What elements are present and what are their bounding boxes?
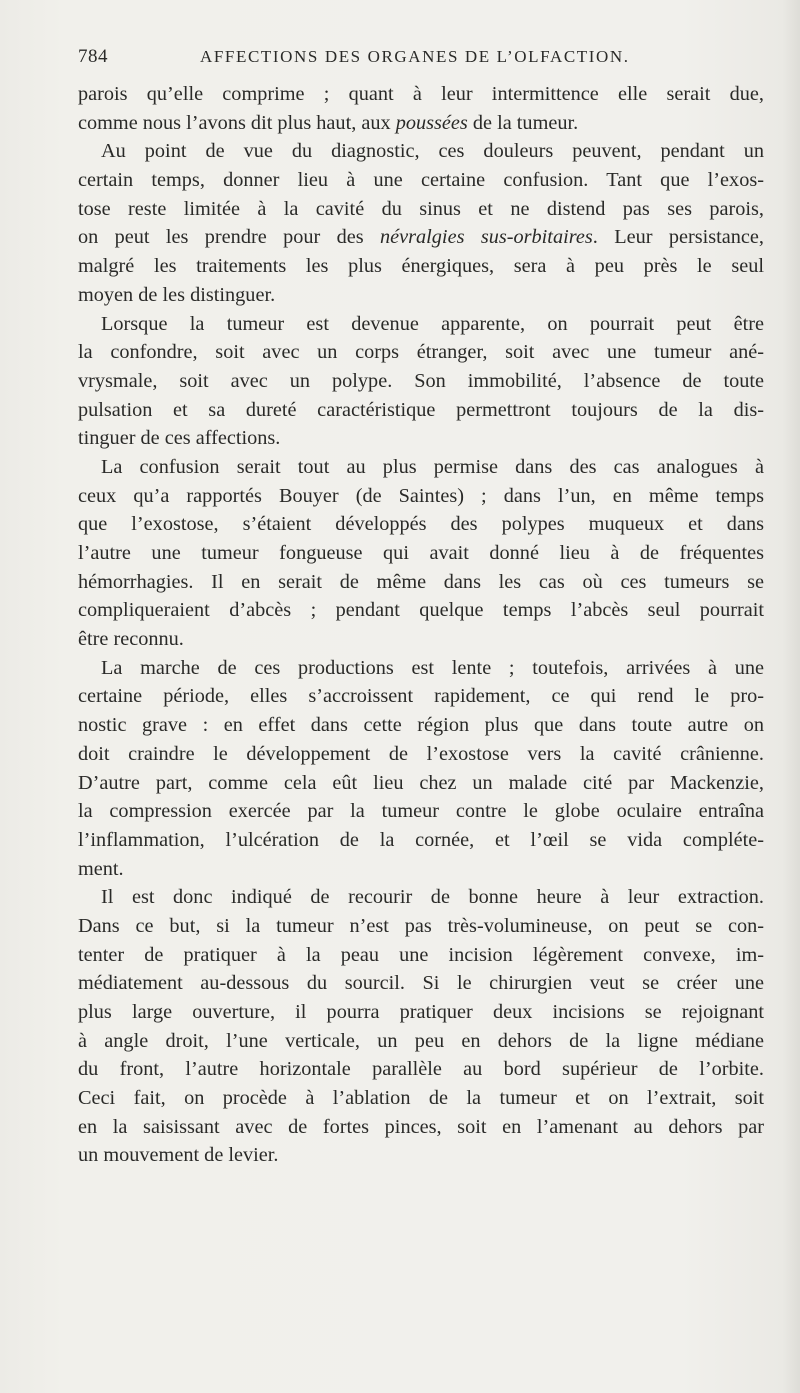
text-line: en la saisissant avec de fortes pinces, soit en l’amenant au dehors par [78, 1115, 764, 1138]
text-line: l’autre une tumeur fongueuse qui avait donné lieu à de fréquentes [78, 542, 764, 564]
text-line: ceux qu’a rapportés Bouyer (de Saintes) ; dans l’un, en même temps [78, 484, 764, 507]
text-line: être reconnu. [78, 628, 184, 651]
text-line: hémorrhagies. Il en serait de même dans les cas où ces tumeurs se [78, 570, 764, 593]
text-span: on peut les prendre pour des [78, 226, 380, 249]
text-span: de la tumeur. [467, 111, 579, 134]
text-line: à angle droit, l’une verticale, un peu en dehors de la ligne médiane [78, 1029, 764, 1052]
text-line: D’autre part, comme cela eût lieu chez un malade cité par Mackenzie, [78, 771, 764, 794]
text-line [78, 109, 764, 138]
page-edge-shadow [782, 0, 800, 1393]
text-line: malgré les traitements les plus énergiques, sera à peu près le seul [78, 255, 764, 278]
text-line [78, 223, 764, 252]
text-line: Au point de vue du diagnostic, ces douleurs peuvent, pendant un [101, 140, 764, 163]
text-line: tinguer de ces affections. [78, 427, 281, 450]
text-line: La marche de ces productions est lente ; toutefois, arrivées à une [101, 656, 764, 679]
body-text [78, 80, 764, 1170]
text-line: la compression exercée par la tumeur contre le globe oculaire entraîna [78, 800, 764, 823]
text-line: tose reste limitée à la cavité du sinus et ne distend pas ses parois, [78, 197, 764, 220]
text-line: Il est donc indiqué de recourir de bonne heure à leur extraction. [101, 886, 764, 909]
text-line: certain temps, donner lieu à une certaine confusion. Tant que l’exos- [78, 169, 764, 192]
text-line: vrysmale, soit avec un polype. Son immobilité, l’absence de toute [78, 369, 764, 392]
text-line: moyen de les distinguer. [78, 283, 276, 306]
text-line: la confondre, soit avec un corps étranger, soit avec une tumeur ané- [78, 341, 764, 364]
text-line: un mouvement de levier. [78, 1144, 279, 1167]
running-title: AFFECTIONS DES ORGANES DE L’OLFACTION. [200, 47, 630, 66]
text-line: l’inflammation, l’ulcération de la cornée, et l’œil se vida compléte- [78, 828, 764, 851]
text-line: plus large ouverture, il pourra pratiquer deux incisions se rejoignant [78, 1001, 764, 1023]
text-line: pulsation et sa dureté caractéristique permettront toujours de la dis- [78, 398, 764, 421]
italic-term: névralgies sus-orbitaires [379, 226, 593, 249]
text-line: ment. [78, 857, 124, 880]
text-line: doit craindre le développement de l’exostose vers la cavité crânienne. [78, 742, 764, 765]
text-line: Dans ce but, si la tumeur n’est pas très-volumineuse, on peut se con- [78, 914, 764, 937]
text-line: compliqueraient d’abcès ; pendant quelque temps l’abcès seul pourrait [78, 599, 764, 622]
text-line: nostic grave : en effet dans cette région plus que dans toute autre on [78, 714, 764, 737]
text-line: du front, l’autre horizontale parallèle au bord supérieur de l’orbite. [78, 1058, 764, 1081]
text-line: Ceci fait, on procède à l’ablation de la tumeur et on l’extrait, soit [78, 1087, 764, 1110]
text-span: . Leur persistance, [592, 226, 764, 249]
text-line: tenter de pratiquer à la peau une incision légèrement convexe, im- [78, 943, 764, 966]
italic-term: poussées [395, 111, 468, 134]
text-line: Lorsque la tumeur est devenue apparente, on pourrait peut être [101, 312, 764, 335]
text-line: certaine période, elles s’accroissent rapidement, ce qui rend le pro- [78, 685, 764, 708]
text-line: parois qu’elle comprime ; quant à leur intermittence elle serait due, [78, 83, 764, 105]
text-line: médiatement au-dessous du sourcil. Si le chirurgien veut se créer une [78, 972, 764, 995]
text-span: comme nous l’avons dit plus haut, aux [78, 111, 396, 134]
text-line: La confusion serait tout au plus permise dans des cas analogues à [101, 455, 764, 478]
page-number: 784 [78, 46, 108, 67]
text-line: que l’exostose, s’étaient développés des polypes muqueux et dans [78, 513, 764, 536]
page-header [78, 46, 762, 74]
